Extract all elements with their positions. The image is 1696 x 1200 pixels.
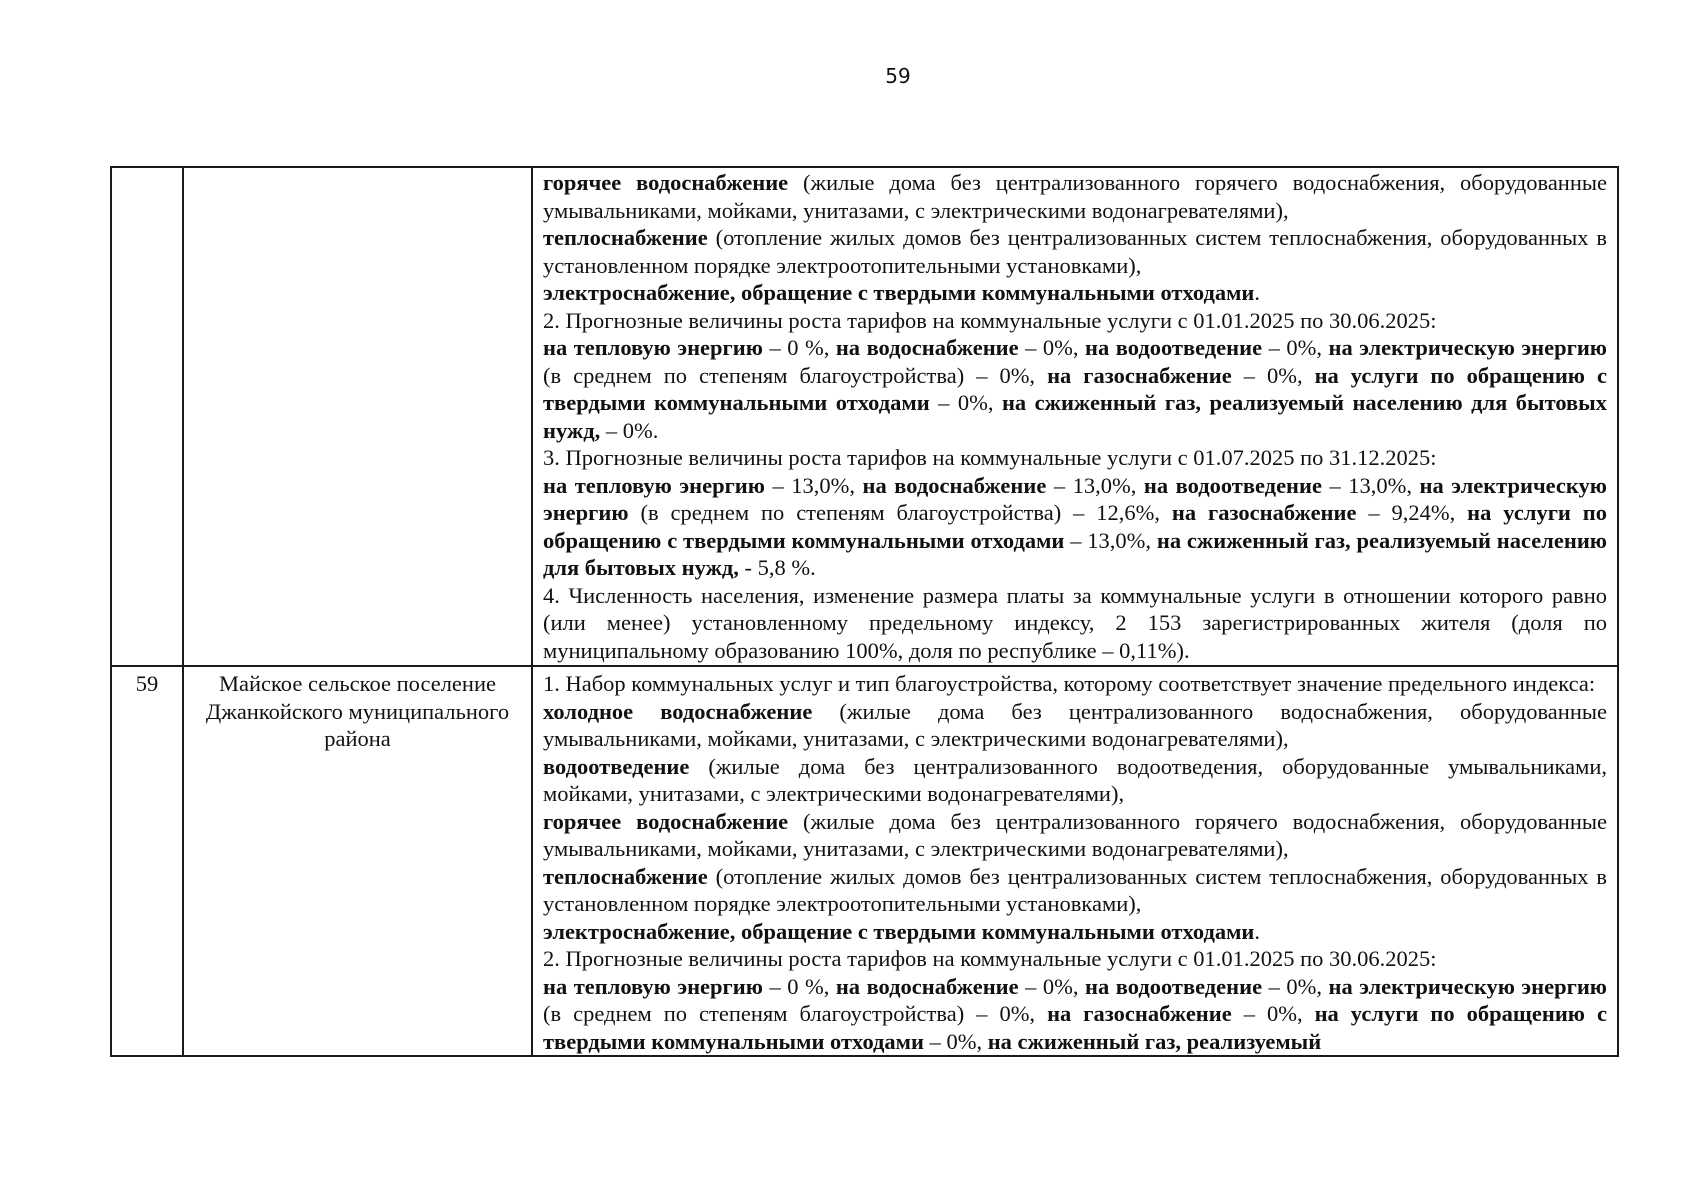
bold-text-run: на сжиженный газ, реализуемый населению для бытовых нужд, <box>543 390 1607 443</box>
bold-text-run: на водоотведение <box>1085 973 1263 999</box>
paragraph <box>543 582 1607 665</box>
tariff-table <box>110 166 1619 1057</box>
text-run: – 13,0%, <box>1046 472 1144 498</box>
text-run: (в среднем по степеням благоустройства) – 12,6%, <box>628 500 1172 525</box>
text-run: – 0%, <box>1231 362 1315 388</box>
text-run: – 0%, <box>1018 335 1085 360</box>
bold-text-run: теплоснабжение <box>543 863 708 889</box>
text-run: 2. Прогнозные величины роста тарифов на коммунальные услуги с 01.01.2025 по 30.06.2025: <box>543 946 1437 971</box>
text-run: 3. Прогнозные величины роста тарифов на коммунальные услуги с 01.07.2025 по 31.12.2025: <box>543 445 1437 470</box>
text-run: – 0%. <box>600 417 659 443</box>
text-run: – 9,24%, <box>1356 500 1468 525</box>
municipality-name-cell: Майское сельское поселение Джанкойского муниципального района <box>183 666 532 1056</box>
row-number-cell <box>111 167 183 666</box>
bold-text-run: на электрическую энергию <box>1328 973 1607 999</box>
text-run: – 0%, <box>1018 973 1085 999</box>
bold-text-run: на газоснабжение <box>1047 362 1232 388</box>
paragraph <box>543 334 1607 444</box>
bold-text-run: на услуги по обращению с твердыми коммунальными отходами <box>543 362 1607 415</box>
table-row <box>111 167 1618 666</box>
bold-text-run: холодное водоснабжение <box>543 698 813 724</box>
text-run: (жилые дома без централизованного горячего водоснабжения, оборудованные умывальниками, мойками, унитазами, с электрическими водонагревателями), <box>543 170 1607 223</box>
bold-text-run: теплоснабжение <box>543 225 708 250</box>
bold-text-run: на водоотведение <box>1085 335 1263 360</box>
bold-text-run: на водоснабжение <box>835 973 1019 999</box>
text-run: (жилые дома без централизованного горячего водоснабжения, оборудованные умывальниками, мойками, унитазами, с электрическими водонагревателями), <box>543 808 1607 861</box>
bold-text-run: на электрическую энергию <box>1328 335 1607 360</box>
text-run: (отопление жилых домов без централизованных систем теплоснабжения, оборудованных в установленном порядке электроотопительными установками), <box>543 863 1607 916</box>
bold-text-run: на услуги по обращению с твердыми коммунальными отходами <box>543 1001 1607 1054</box>
text-run: (жилые дома без централизованного водоотведения, оборудованные умывальниками, мойками, унитазами, с электрическими водонагревателями), <box>543 753 1607 806</box>
bold-text-run: на водоотведение <box>1143 472 1322 498</box>
text-run: (в среднем по степеням благоустройства) – 0%, <box>543 1001 1048 1026</box>
paragraph <box>543 753 1607 808</box>
bold-text-run: горячее водоснабжение <box>543 808 789 834</box>
bold-text-run: на газоснабжение <box>1047 1001 1232 1026</box>
bold-text-run: на водоснабжение <box>835 335 1019 360</box>
page-number: 59 <box>885 64 911 88</box>
text-run: 1. Набор коммунальных услуг и тип благоустройства, которому соответствует значение предельного индекса: <box>543 671 1596 696</box>
text-run: – 0%, <box>1231 1001 1315 1026</box>
text-run: (жилые дома без централизованного водоснабжения, оборудованные умывальниками, мойками, унитазами, с электрическими водонагревателями), <box>543 698 1607 751</box>
bold-text-run: на водоснабжение <box>862 472 1047 498</box>
bold-text-run: на тепловую энергию <box>543 973 763 999</box>
bold-text-run: горячее водоснабжение <box>543 170 789 195</box>
text-run: - 5,8 %. <box>738 555 816 580</box>
text-run: (отопление жилых домов без централизованных систем теплоснабжения, оборудованных в установленном порядке электроотопительными установками), <box>543 225 1607 278</box>
description-cell <box>532 167 1618 666</box>
text-run: – 13,0%, <box>1321 472 1420 498</box>
paragraph <box>543 224 1607 279</box>
text-run: – 0 %, <box>762 973 836 999</box>
text-run: – 0%, <box>929 390 1002 415</box>
bold-text-run: электроснабжение, обращение с твердыми коммунальными отходами <box>543 918 1255 944</box>
table-row <box>111 666 1618 1056</box>
paragraph <box>543 863 1607 918</box>
municipality-name-cell <box>183 167 532 666</box>
bold-text-run: электроснабжение, обращение с твердыми коммунальными отходами <box>543 280 1255 305</box>
text-run: – 0%, <box>1262 973 1329 999</box>
bold-text-run: на электрическую энергию <box>543 472 1608 525</box>
text-run: – 0%, <box>923 1028 988 1054</box>
description-cell <box>532 666 1618 1056</box>
paragraph <box>543 307 1607 335</box>
paragraph <box>543 279 1607 307</box>
paragraph <box>543 918 1607 946</box>
paragraph <box>543 973 1607 1056</box>
paragraph <box>543 472 1607 582</box>
text-run: – 0 %, <box>762 335 836 360</box>
text-run: 2. Прогнозные величины роста тарифов на коммунальные услуги с 01.01.2025 по 30.06.2025: <box>543 307 1437 333</box>
bold-text-run: на сжиженный газ, реализуемый населению для бытовых нужд, <box>543 527 1607 580</box>
bold-text-run: на тепловую энергию <box>543 472 765 498</box>
paragraph <box>543 169 1607 224</box>
paragraph <box>543 945 1607 973</box>
row-number-cell: 59 <box>111 666 183 1056</box>
paragraph <box>543 670 1607 698</box>
bold-text-run: на услуги по обращению с твердыми коммунальными отходами <box>543 500 1607 553</box>
paragraph <box>543 698 1607 753</box>
text-run: 4. Численность населения, изменение размера платы за коммунальные услуги в отношении которого равно (или менее) установленному предельному индексу, 2 153 зарегистрированных жителя (доля по муниципальному образованию 100%, доля по республике – 0,11%). <box>543 582 1607 663</box>
bold-text-run: на газоснабжение <box>1171 500 1357 525</box>
bold-text-run: на тепловую энергию <box>543 335 763 360</box>
bold-text-run: на сжиженный газ, реализуемый <box>987 1028 1322 1054</box>
text-run: . <box>1254 280 1261 305</box>
text-run: – 13,0%, <box>1064 527 1157 553</box>
text-run: – 0%, <box>1262 335 1329 360</box>
paragraph <box>543 444 1607 472</box>
text-run: (в среднем по степеням благоустройства) – 0%, <box>543 362 1048 388</box>
text-run: – 13,0%, <box>764 472 863 498</box>
paragraph <box>543 808 1607 863</box>
bold-text-run: водоотведение <box>543 753 690 779</box>
text-run: . <box>1254 918 1261 944</box>
